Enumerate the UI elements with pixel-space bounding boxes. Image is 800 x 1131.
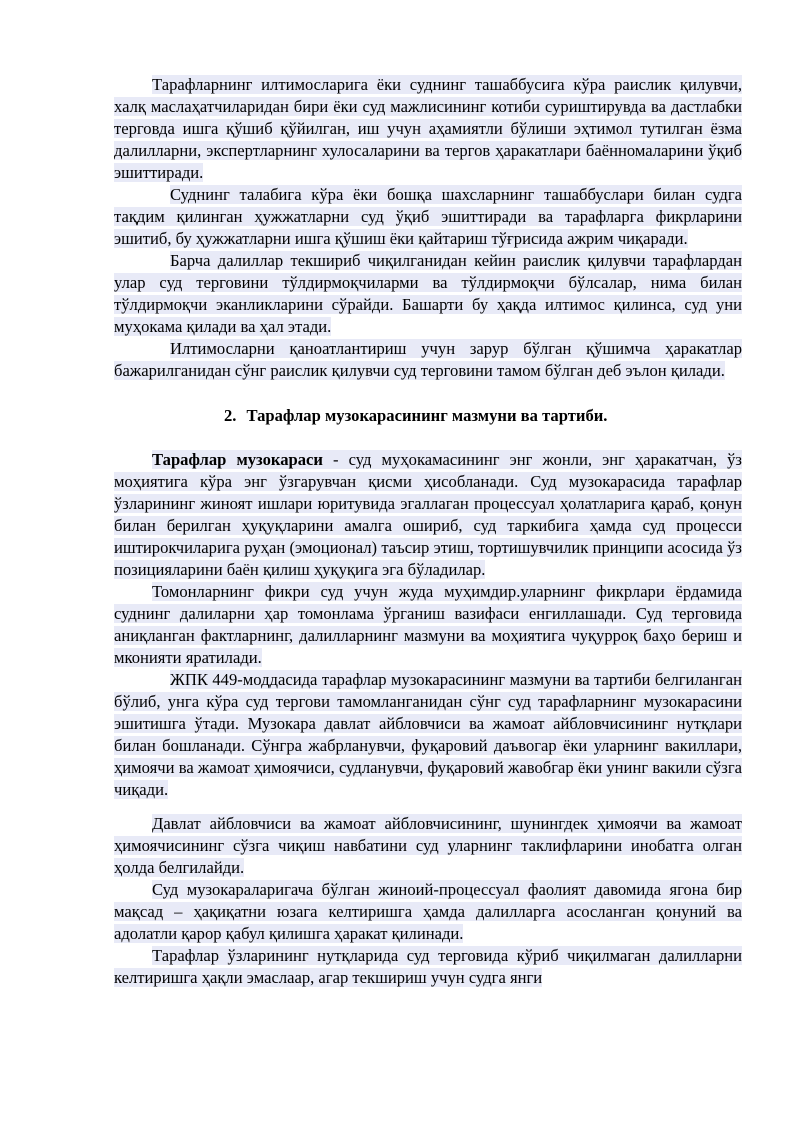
paragraph-10 bbox=[114, 945, 742, 989]
paragraph-9-text: Суд музокараларигача бўлган жиноий-процессуал фаолият давомида ягона бир мақсад – ҳақиқатни юзага келтиришга ҳамда далилларга асосланган қонуний ва адолатли қарор қабул қилишга ҳаракат қилинади. bbox=[114, 880, 742, 943]
paragraph-10-text: Тарафлар ўзларининг нутқларида суд терговида кўриб чиқилмаган далилларни келтиришга ҳақли эмаслаар, агар текшириш учун судга янги bbox=[114, 946, 742, 987]
paragraph-4 bbox=[114, 338, 742, 382]
paragraph-6 bbox=[114, 581, 742, 669]
document-body bbox=[114, 74, 742, 989]
paragraph-8 bbox=[114, 813, 742, 879]
section-heading bbox=[114, 405, 742, 427]
section-number: 2. bbox=[224, 406, 237, 425]
paragraph-7-text: ЖПК 449-моддасида тарафлар музокарасининг мазмуни ва тартиби белгиланган бўлиб, унга кўра суд тергови тамомланганидан сўнг суд тарафларнинг музокарасини эшитишга ўтади. Музокара давлат айбловчиси ва жамоат айбловчисининг нутқлари билан бошланади. Сўнгра жабрланувчи, фуқаровий даъвогар ёки уларнинг вакиллари, ҳимоячи ва жамоат ҳимоячиси, судланувчи, фуқаровий жавобгар ёки унинг вакили сўзга чиқади. bbox=[114, 670, 742, 799]
paragraph-3 bbox=[114, 250, 742, 338]
paragraph-6-text: Томонларнинг фикри суд учун жуда муҳимдир.уларнинг фикрлари ёрдамида суднинг далиларни ҳар томонлама ўрганиш вазифаси енгиллашади. Суд терговида аниқланган фактларнинг, далилларнинг мазмуни ва моҳиятига чуқурроқ баҳо бериш и мконияти яратилади. bbox=[114, 582, 742, 667]
paragraph-8-text: Давлат айбловчиси ва жамоат айбловчисининг, шунингдек ҳимоячи ва жамоат ҳимоячисининг сўзга чиқиш навбатини суд уларнинг таклифларини инобатга олган ҳолда белгилайди. bbox=[114, 814, 742, 877]
paragraph-2-text: Суднинг талабига кўра ёки бошқа шахсларнинг ташаббуслари билан судга тақдим қилинган ҳужжатларни суд ўқиб эшиттиради ва тарафларга фикрларини эшитиб, бу ҳужжатларни ишга қўшиш ёки қайтариш тўғрисида ажрим чиқаради. bbox=[114, 185, 742, 248]
paragraph-3-text: Барча далиллар текшириб чиқилганидан кейин раислик қилувчи тарафлардан улар суд терговини тўлдирмоқчиларми ва тўлдирмоқчи бўлсалар, нима билан тўлдирмоқчи эканликларини сўрайди. Башарти бу ҳақда илтимос қилинса, суд уни муҳокама қилади ва ҳал этади. bbox=[114, 251, 742, 336]
paragraph-1 bbox=[114, 74, 742, 184]
paragraph-1-text: Тарафларнинг илтимосларига ёки суднинг ташаббусига кўра раислик қилувчи, халқ маслаҳатчиларидан бири ёки суд мажлисининг котиби суриштирувда ва дастлабки терговда ишга қўшиб қўйилган, иш учун аҳамиятли бўлиши эҳтимол тутилган ёзма далилларни, экспертларнинг хулосаларини ва тергов ҳаракатлари баённомаларини ўқиб эшиттиради. bbox=[114, 75, 742, 182]
paragraph-4-text: Илтимосларни қаноатлантириш учун зарур бўлган қўшимча ҳаракатлар бажарилганидан сўнг раислик қилувчи суд терговини тамом бўлган деб эълон қилади. bbox=[114, 339, 742, 380]
paragraph-7 bbox=[114, 669, 742, 801]
term-definition: Тарафлар музокараси bbox=[152, 450, 323, 469]
paragraph-2 bbox=[114, 184, 742, 250]
paragraph-5 bbox=[114, 449, 742, 581]
paragraph-5-rest: - суд муҳокамасининг энг жонли, энг ҳаракатчан, ўз моҳиятига кўра энг ўзгарувчан қисми ҳисобланади. Суд музокарасида тарафлар ўзларининг жиноят ишлари юритувида эгаллаган процессуал ҳолатларига қараб, қонун билан берилган ҳуқуқларини амалга ошириб, суд таркибига ҳамда суд процесси иштирокчиларига руҳан (эмоционал) таъсир этиш, тортишувчилик принципи асосида ўз позицияларини баён қилиш ҳуқуқига эга бўладилар. bbox=[114, 450, 742, 579]
paragraph-5-text bbox=[114, 450, 742, 579]
section-title: Тарафлар музокарасининг мазмуни ва тартиби. bbox=[246, 406, 608, 425]
paragraph-9 bbox=[114, 879, 742, 945]
